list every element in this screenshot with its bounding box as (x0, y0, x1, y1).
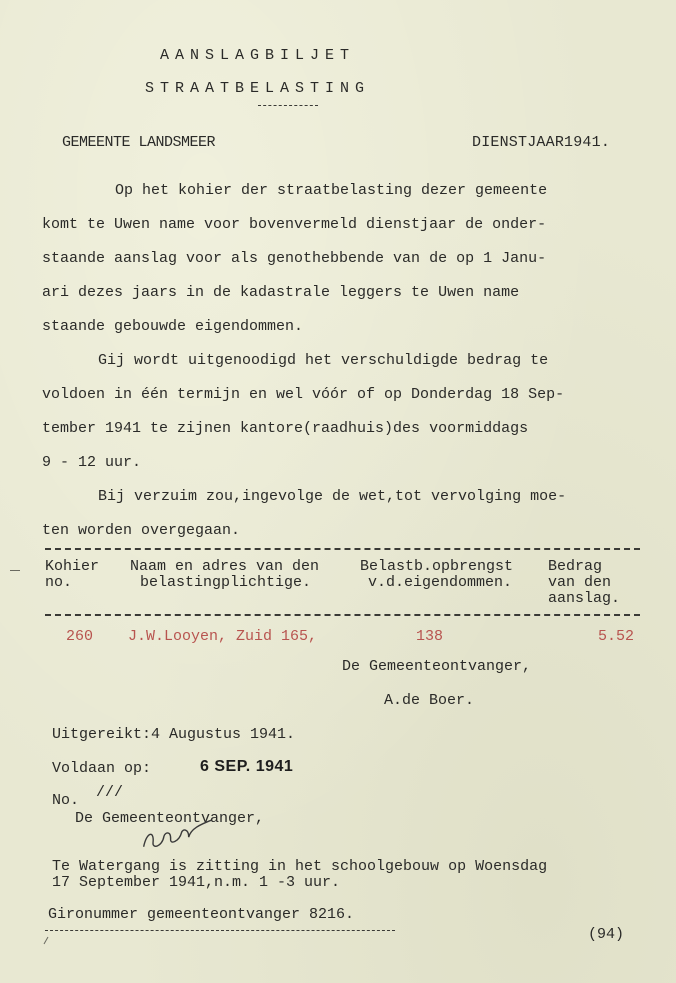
paragraph-1-line-3: staande aanslag voor als genothebbende van de op 1 Janu- (42, 250, 547, 267)
title-straatbelasting: STRAATBELASTING (145, 80, 371, 97)
col-kohier-header-2: no. (45, 574, 73, 591)
paragraph-1-line-4: ari dezes jaars in de kadastrale leggers te Uwen name (42, 284, 520, 301)
title-aanslagbiljet: AANSLAGBILJET (160, 47, 356, 64)
giro-number: Gironummer gemeenteontvanger 8216. (48, 906, 355, 923)
paragraph-1-line-1: Op het kohier der straatbelasting dezer gemeente (115, 182, 548, 199)
paragraph-3-line-1: Bij verzuim zou,ingevolge de wet,tot vervolging moe- (98, 488, 567, 505)
col-opbrengst-header-1: Belastb.opbrengst (360, 558, 514, 575)
row-naam: J.W.Looyen, Zuid 165, (128, 628, 318, 645)
paragraph-2-line-4: 9 - 12 uur. (42, 454, 142, 471)
service-year: DIENSTJAAR1941. (472, 134, 611, 151)
col-bedrag-header-2: van den (548, 574, 612, 591)
title-underline (258, 105, 318, 106)
paragraph-1-line-5: staande gebouwde eigendommen. (42, 318, 304, 335)
receiver-label: De Gemeenteontvanger, (75, 810, 265, 827)
corner-mark (44, 937, 49, 944)
row-kohier: 260 (66, 628, 94, 645)
session-line-2: 17 September 1941,n.m. 1 -3 uur. (52, 874, 341, 891)
col-naam-header-2: belastingplichtige. (140, 574, 312, 591)
table-top-rule (45, 548, 640, 550)
paid-label: Voldaan op: (52, 760, 152, 777)
row-bedrag: 5.52 (598, 628, 635, 645)
paid-date-stamp: 6 SEP. 1941 (200, 758, 294, 775)
table-header-rule (45, 614, 640, 616)
number-marks: /// (96, 784, 124, 801)
municipality-label: GEMEENTE LANDSMEER (62, 134, 216, 151)
session-line-1: Te Watergang is zitting in het schoolgebouw op Woensdag (52, 858, 548, 875)
signoff-role: De Gemeenteontvanger, (342, 658, 532, 675)
paragraph-3-line-2: ten worden overgegaan. (42, 522, 241, 539)
col-opbrengst-header-2: v.d.eigendommen. (368, 574, 513, 591)
signoff-name: A.de Boer. (384, 692, 475, 709)
paragraph-2-line-1: Gij wordt uitgenoodigd het verschuldigde bedrag te (98, 352, 549, 369)
margin-mark (10, 570, 20, 571)
col-kohier-header-1: Kohier (45, 558, 100, 575)
issued-date: Uitgereikt:4 Augustus 1941. (52, 726, 296, 743)
footer-rule (45, 930, 395, 931)
col-bedrag-header-3: aanslag. (548, 590, 621, 607)
page-number: (94) (588, 926, 625, 943)
col-bedrag-header-1: Bedrag (548, 558, 603, 575)
row-opbrengst: 138 (416, 628, 444, 645)
paragraph-2-line-3: tember 1941 te zijnen kantore(raadhuis)des voormiddags (42, 420, 529, 437)
col-naam-header-1: Naam en adres van den (130, 558, 320, 575)
paragraph-1-line-2: komt te Uwen name voor bovenvermeld dienstjaar de onder- (42, 216, 547, 233)
paragraph-2-line-2: voldoen in één termijn en wel vóór of op Donderdag 18 Sep- (42, 386, 565, 403)
number-label: No. (52, 792, 80, 809)
